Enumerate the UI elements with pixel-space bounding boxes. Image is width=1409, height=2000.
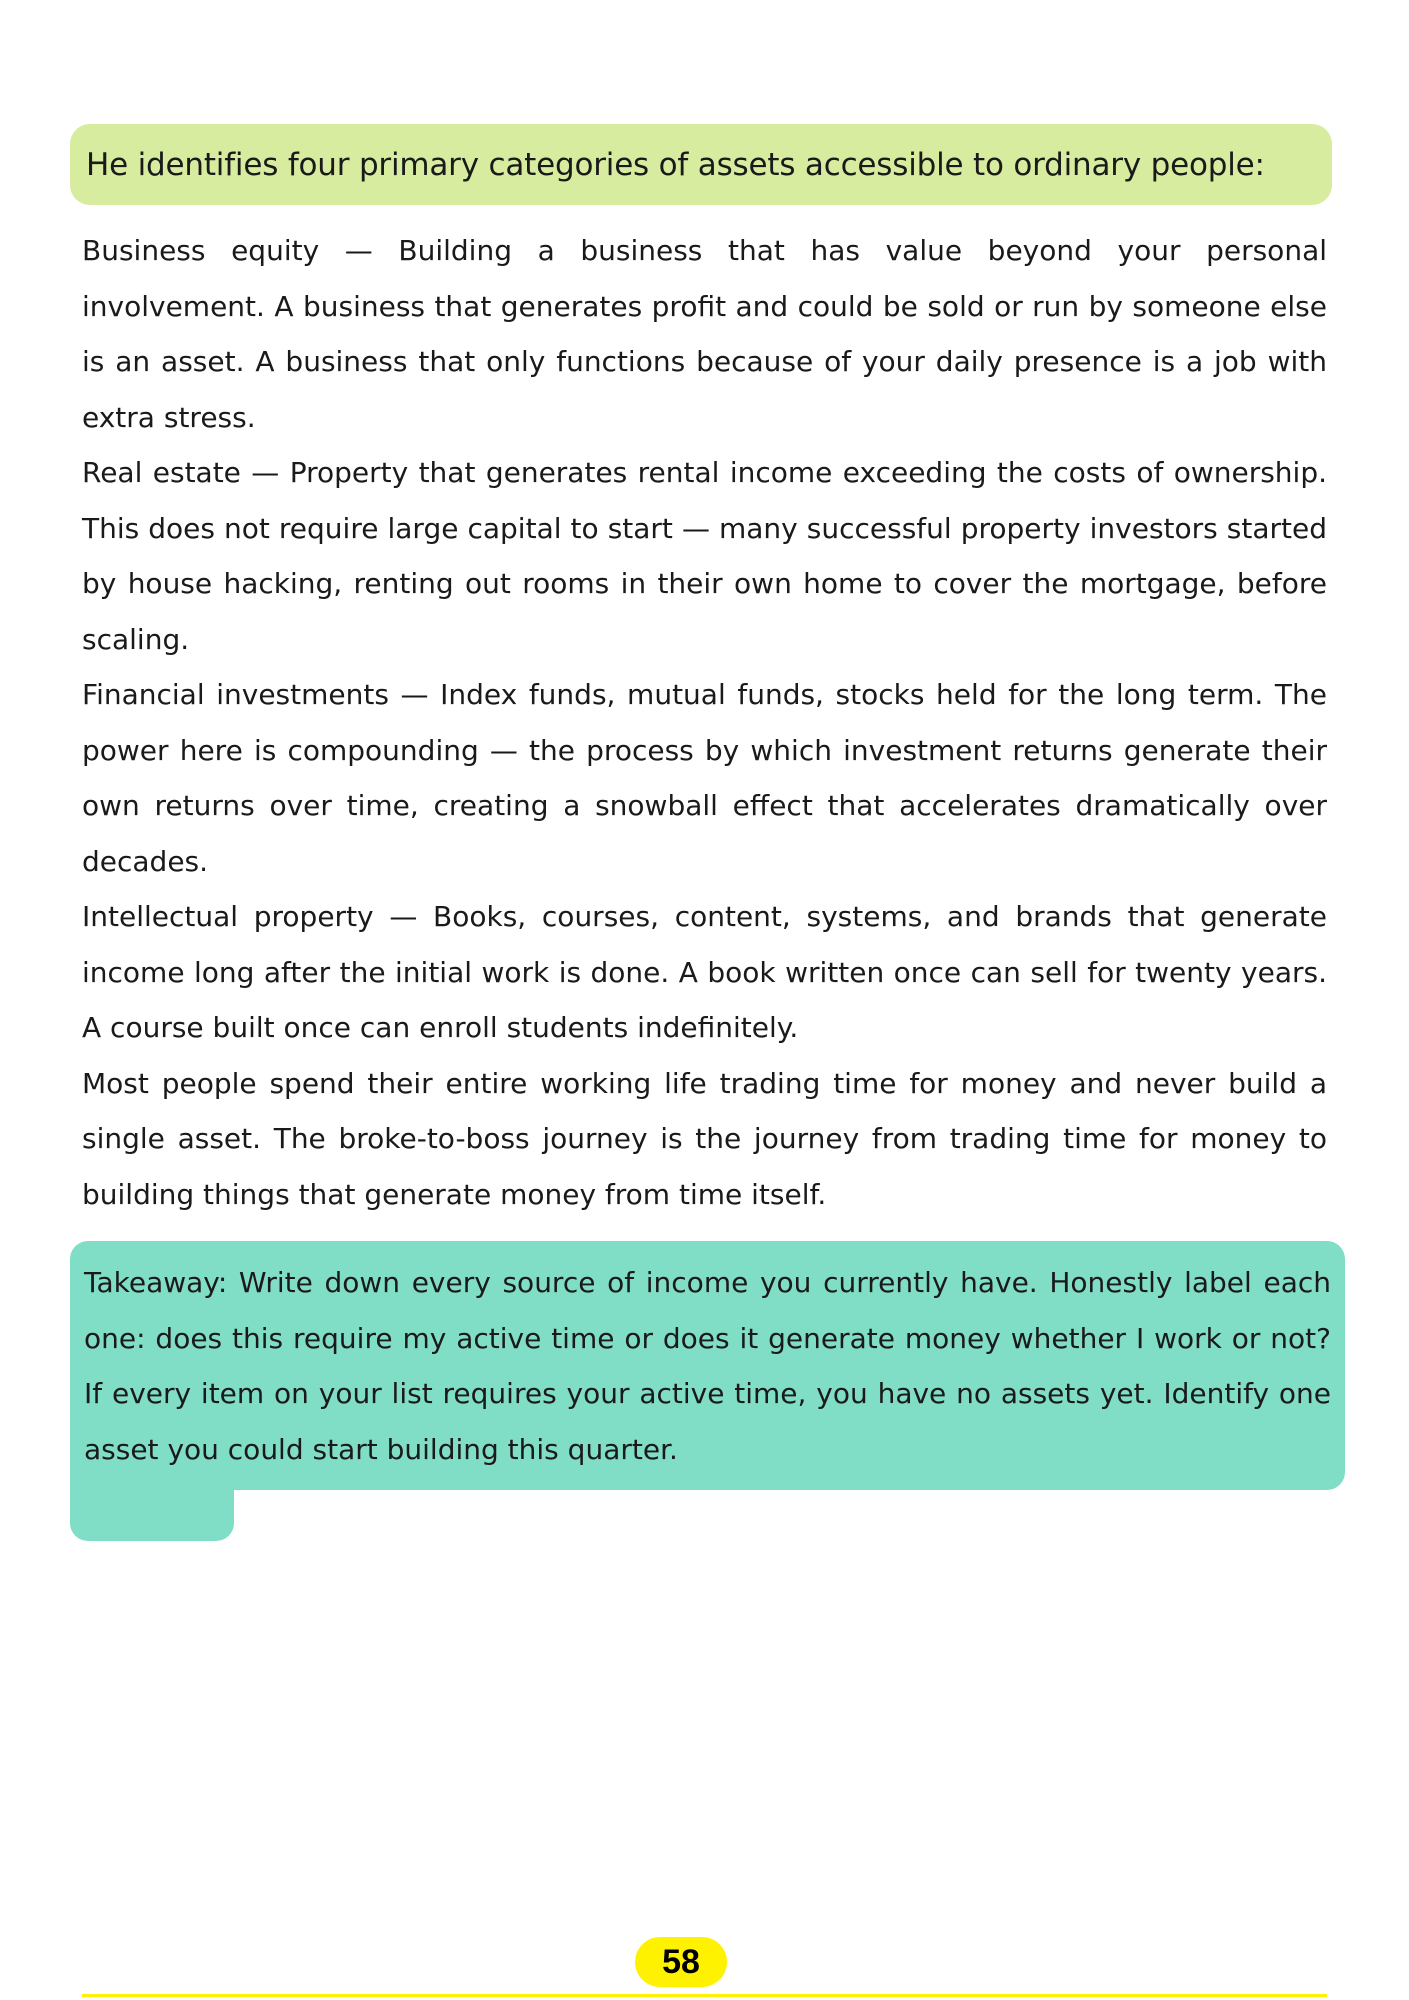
paragraph-intellectual-property: Intellectual property — Books, courses, content, systems, and brands that generate income long after the initial work is done. A book written once can sell for twenty years. A course built once can enroll students indefinitely. <box>82 900 1327 1044</box>
paragraph-business-equity: Business equity — Building a business that has value beyond your personal involvement. A business that generates profit and could be sold or run by someone else is an asset. A business that only functions because of your daily presence is a job with extra stress. <box>82 234 1327 434</box>
paragraph-financial-investments: Financial investments — Index funds, mutual funds, stocks held for the long term. The power here is compounding — the process by which investment returns generate their own returns over time, creating a snowball effect that accelerates dramatically over decades. <box>82 678 1327 878</box>
paragraph-summary: Most people spend their entire working life trading time for money and never build a single asset. The broke-to-boss journey is the journey from trading time for money to building things that generate money from time itself. <box>82 1066 1327 1211</box>
paragraph-real-estate: Real estate — Property that generates rental income exceeding the costs of ownership. This does not require large capital to start — many successful property investors started by house hacking, renting out rooms in their own home to cover the mortgage, before scaling. <box>82 456 1327 656</box>
highlighted-heading: He identifies four primary categories of assets accessible to ordinary people: <box>70 124 1332 205</box>
footer-divider <box>82 1994 1327 1997</box>
body-text <box>82 223 1327 1222</box>
page-number-badge: 58 <box>635 1937 727 1987</box>
takeaway-text: Takeaway: Write down every source of income you currently have. Honestly label each one: does this require my active time or does it generate money whether I work or not? If every item on your list requires your active time, you have no assets yet. Identify one asset you could start building this quarter. <box>84 1266 1331 1466</box>
takeaway-callout <box>70 1241 1345 1541</box>
